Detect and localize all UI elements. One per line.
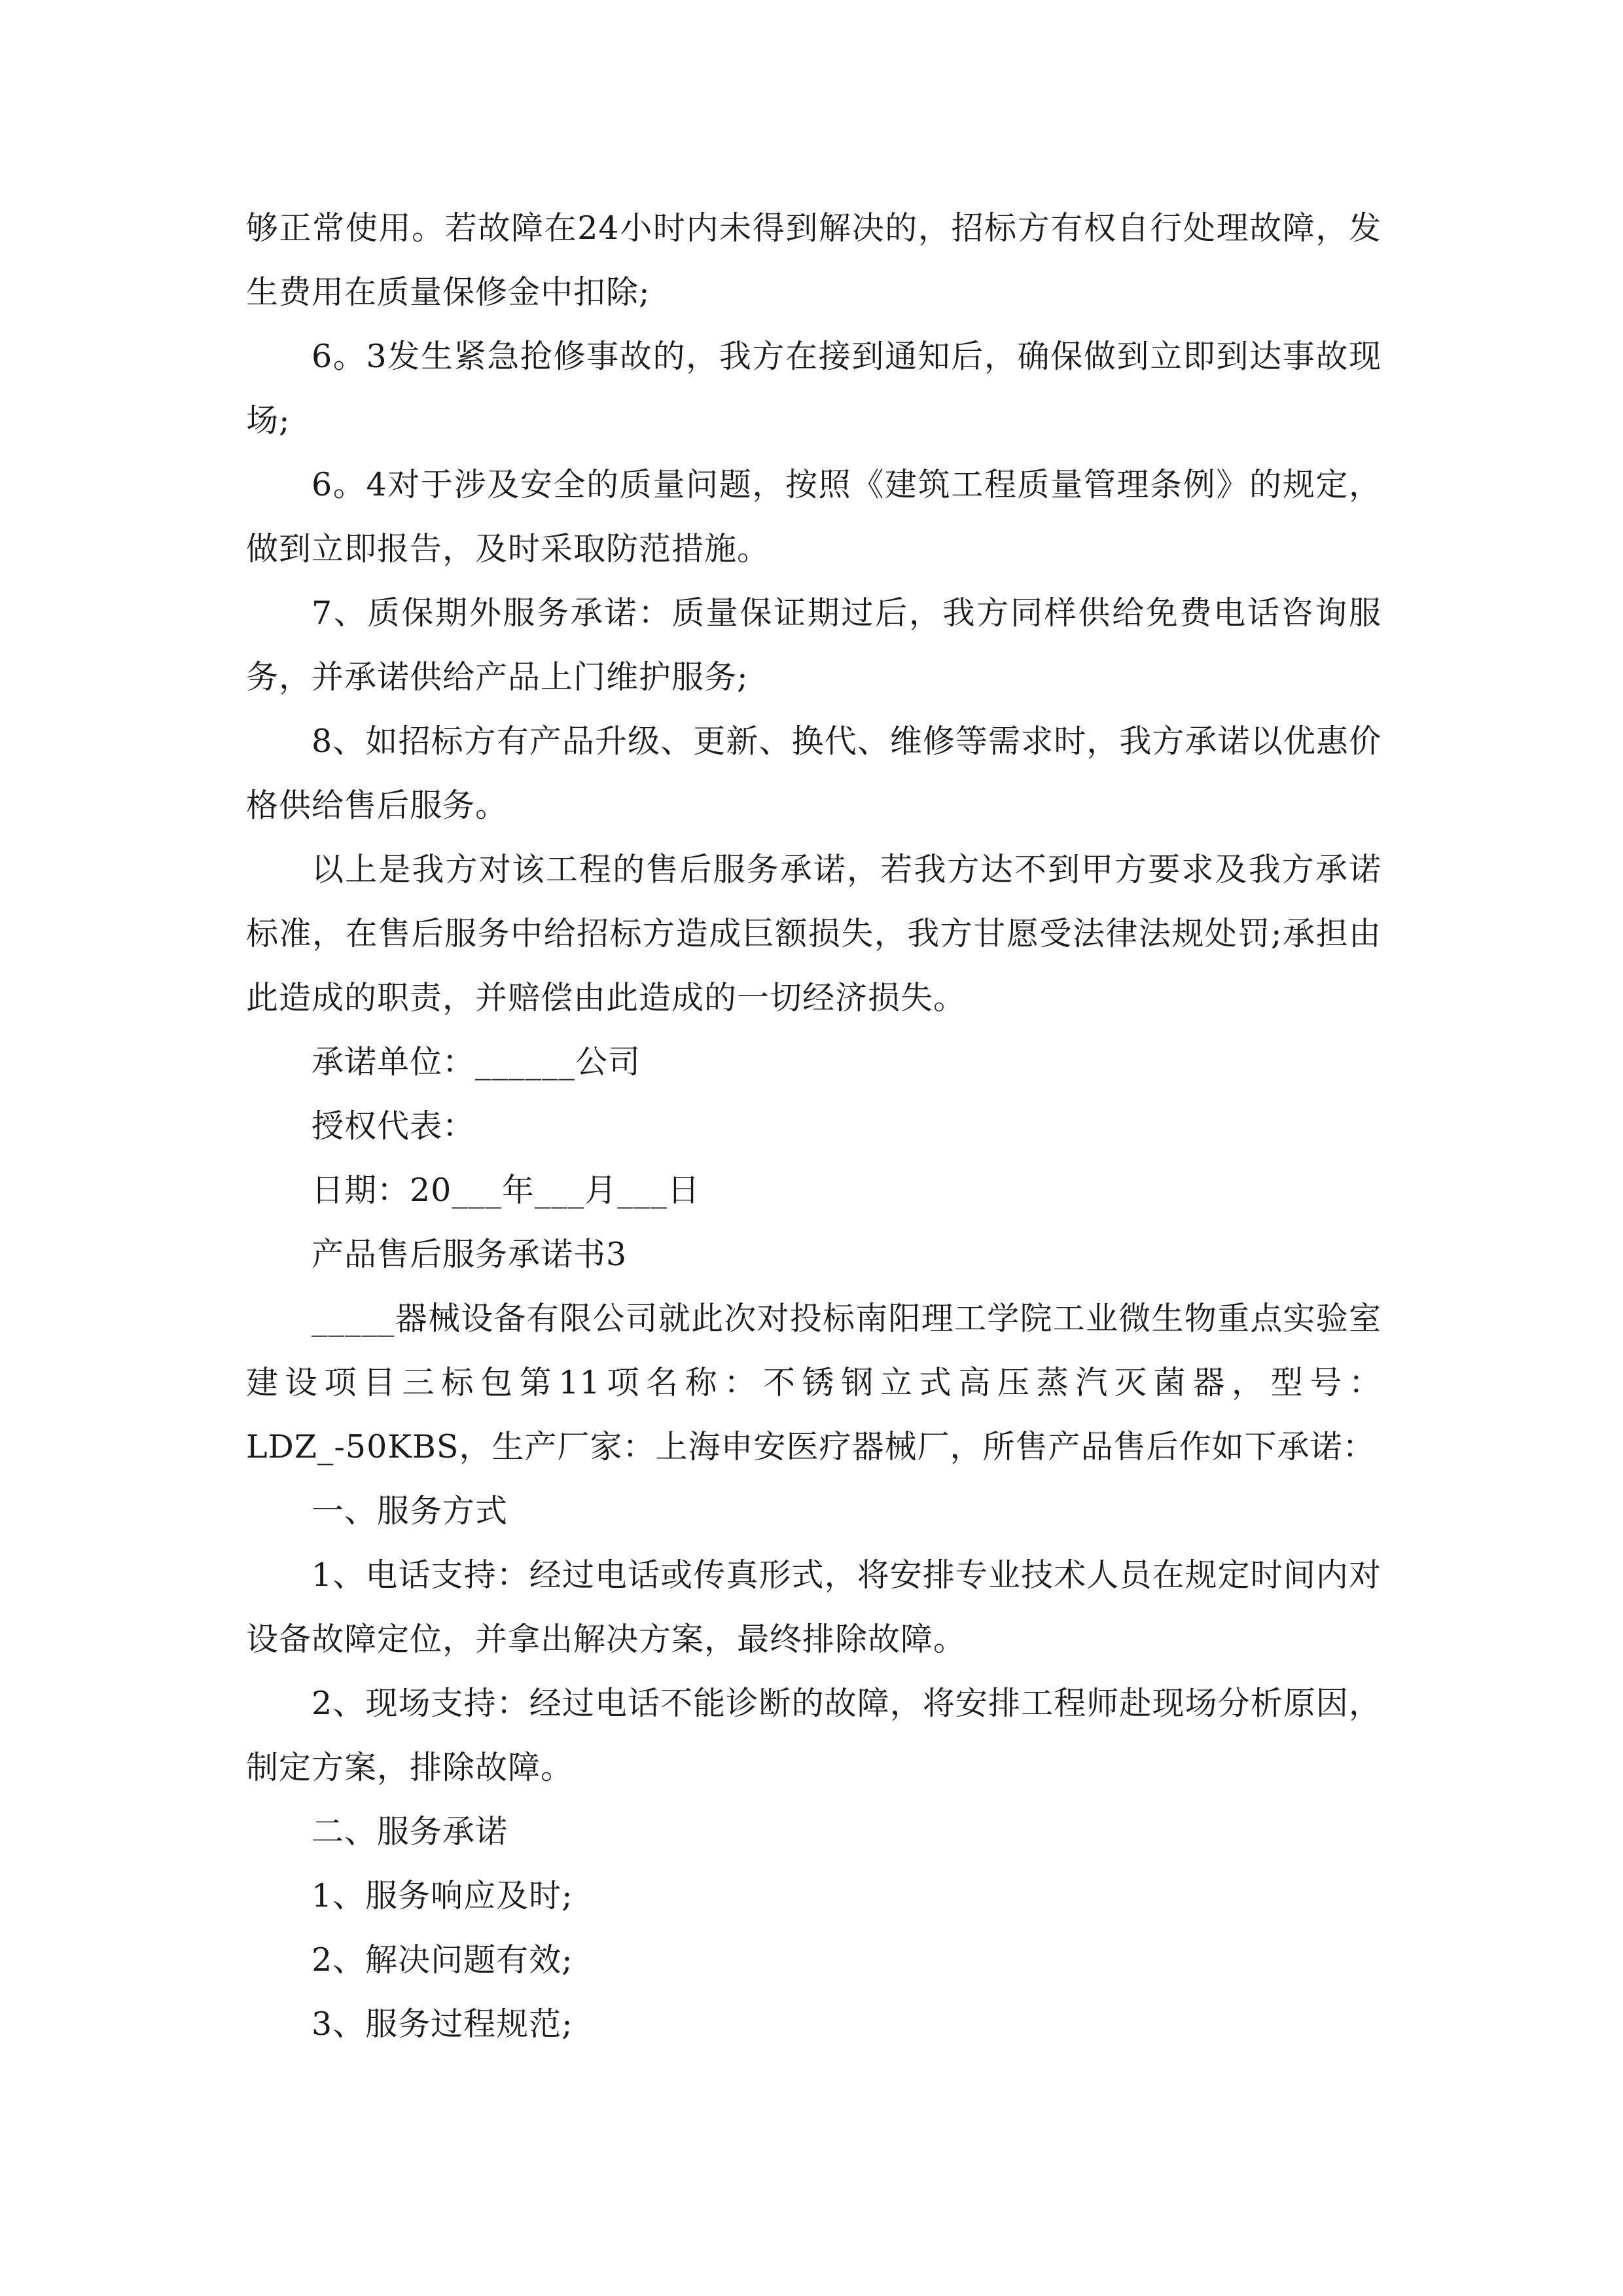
section-title: 产品售后服务承诺书3 xyxy=(312,1236,628,1273)
paragraph-8: 8、如招标方有产品升级、更新、换代、维修等需求时，我方承诺以优惠价格供给售后服务。 xyxy=(246,723,1382,824)
document-body xyxy=(246,196,1382,2056)
paragraph-summary: 以上是我方对该工程的售后服务承诺，若我方达不到甲方要求及我方承诺标准，在售后服务中给招标方造成巨额损失，我方甘愿受法律法规处罚;承担由此造成的职责，并赔偿由此造成的一切经济损失。 xyxy=(246,851,1382,1016)
list-item-1: 1、服务响应及时; xyxy=(312,1877,573,1914)
list-item-2: 2、解决问题有效; xyxy=(312,1941,573,1979)
paragraph-6-3: 6。3发生紧急抢修事故的，我方在接到通知后，确保做到立即到达事故现场; xyxy=(246,338,1382,439)
paragraph-7: 7、质保期外服务承诺：质量保证期过后，我方同样供给免费电话咨询服务，并承诺供给产品上门维护服务; xyxy=(246,594,1382,696)
signature-company: 承诺单位：______公司 xyxy=(312,1043,641,1081)
heading-service-method: 一、服务方式 xyxy=(312,1492,508,1530)
paragraph-intro: _____器械设备有限公司就此次对投标南阳理工学院工业微生物重点实验室建设项目三标包第11项名称：不锈钢立式高压蒸汽灭菌器，型号：LDZ_-50KBS，生产厂家：上海申安医疗器械厂，所售产品售后作如下承诺： xyxy=(246,1300,1382,1465)
list-item-3: 3、服务过程规范; xyxy=(312,2005,573,2043)
paragraph-6-4: 6。4对于涉及安全的质量问题，按照《建筑工程质量管理条例》的规定，做到立即报告，及时采取防范措施。 xyxy=(246,466,1382,567)
paragraph-phone-support: 1、电话支持：经过电话或传真形式，将安排专业技术人员在规定时间内对设备故障定位，并拿出解决方案，最终排除故障。 xyxy=(246,1556,1382,1658)
signature-date: 日期：20___年___月___日 xyxy=(312,1172,700,1209)
paragraph-continuation: 够正常使用。若故障在24小时内未得到解决的，招标方有权自行处理故障，发生费用在质量保修金中扣除; xyxy=(246,209,1382,311)
signature-representative: 授权代表： xyxy=(312,1107,476,1145)
heading-service-commitment: 二、服务承诺 xyxy=(312,1813,508,1850)
paragraph-onsite-support: 2、现场支持：经过电话不能诊断的故障，将安排工程师赴现场分析原因，制定方案，排除故障。 xyxy=(246,1685,1382,1786)
